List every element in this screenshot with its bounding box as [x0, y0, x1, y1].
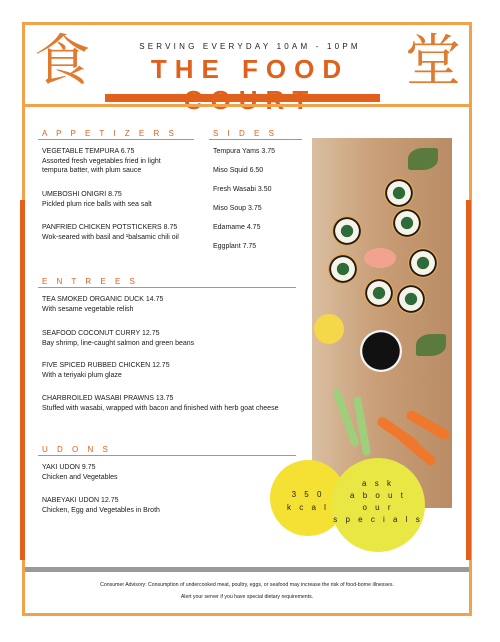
- leaf-garnish: [408, 148, 438, 170]
- menu-item: [42, 147, 161, 176]
- sushi-roll: [392, 208, 422, 238]
- menu-item: [42, 496, 160, 515]
- item-description: Stuffed with wasabi, wrapped with bacon and finished with herb goat cheese: [42, 404, 279, 412]
- item-title: YAKI UDON 9.75: [42, 464, 96, 471]
- sushi-roll: [384, 178, 414, 208]
- ginger-garnish: [364, 248, 396, 268]
- side-item: Miso Squid 6.50: [213, 167, 264, 174]
- item-title: SEAFOOD COCONUT CURRY 12.75: [42, 330, 160, 337]
- item-description: With a teriyaki plum glaze: [42, 371, 122, 379]
- leaf-garnish: [416, 334, 446, 356]
- item-title: VEGETABLE TEMPURA 6.75: [42, 148, 135, 155]
- entrees-rule: [38, 287, 296, 288]
- side-item: Eggplant 7.75: [213, 243, 257, 250]
- sushi-roll: [328, 254, 358, 284]
- item-description: Pickled plum rice balls with sea salt: [42, 200, 152, 208]
- lemon-slice: [314, 314, 344, 344]
- menu-item: [42, 329, 194, 348]
- celery-stick: [353, 396, 371, 456]
- page-title: THE FOOD: [150, 54, 350, 84]
- right-accent-bar: [466, 200, 471, 560]
- side-item: Edamame 4.75: [213, 224, 261, 231]
- calorie-unit: k c a l: [287, 503, 329, 512]
- sushi-roll: [408, 248, 438, 278]
- item-description: Chicken and Vegetables: [42, 473, 118, 481]
- item-title: CHARBROILED WASABI PRAWNS 13.75: [42, 395, 174, 402]
- header-divider: [25, 104, 469, 107]
- consumer-advisory: Consumer Advisory: Consumption of undercooked meat, poultry, eggs, or seafood may increase the risk of food-borne illnesses.: [100, 582, 394, 588]
- item-title: PANFRIED CHICKEN POTSTICKERS 8.75: [42, 224, 178, 231]
- item-title: UMEBOSHI ONIGRI 8.75: [42, 191, 122, 198]
- item-description: tempura batter, with plum sauce: [42, 167, 142, 174]
- specials-line: a b o u t: [350, 491, 406, 500]
- specials-line: s p e c i a l s: [333, 515, 423, 524]
- side-item: Miso Soup 3.75: [213, 205, 262, 212]
- menu-item: [42, 361, 170, 380]
- item-description: Bay shrimp, line-caught salmon and green beans: [42, 339, 195, 347]
- menu-item: [42, 190, 152, 209]
- side-item: Fresh Wasabi 3.50: [213, 186, 272, 193]
- item-description: With sesame vegetable relish: [42, 305, 134, 313]
- footer-divider: [25, 567, 469, 572]
- menu-item: [42, 295, 163, 314]
- sushi-photo: [312, 138, 452, 508]
- item-description: Chicken, Egg and Vegetables in Broth: [42, 506, 160, 514]
- sides-heading: S I D E S: [213, 129, 278, 138]
- specials-text: [331, 478, 425, 526]
- udons-heading: U D O N S: [42, 445, 112, 454]
- item-title: NABEYAKI UDON 12.75: [42, 497, 119, 504]
- sushi-roll: [332, 216, 362, 246]
- specials-line: a s k: [362, 479, 394, 488]
- menu-item: [42, 223, 179, 242]
- carrot-stick: [394, 429, 437, 468]
- appetizers-heading: A P P E T I Z E R S: [42, 129, 178, 138]
- item-description: Wok-seared with basil and ¹balsamic chili oil: [42, 233, 179, 241]
- appetizers-rule: [38, 139, 194, 140]
- dietary-notice: Alert your server if you have special dietary requirements.: [180, 594, 314, 600]
- item-title: TEA SMOKED ORGANIC DUCK 14.75: [42, 296, 164, 303]
- sushi-roll: [396, 284, 426, 314]
- item-title: FIVE SPICED RUBBED CHICKEN 12.75: [42, 362, 170, 369]
- menu-item: [42, 463, 118, 482]
- sushi-roll: [364, 278, 394, 308]
- kanji-left-logo: 食: [34, 29, 90, 94]
- serving-hours: SERVING EVERYDAY 10AM - 10PM: [139, 42, 361, 51]
- specials-line: o u r: [362, 503, 394, 512]
- header-accent-bar: [105, 94, 380, 102]
- sides-rule: [209, 139, 302, 140]
- kanji-right-logo: 堂: [405, 29, 461, 94]
- left-accent-bar: [20, 200, 25, 560]
- calorie-value: 3 5 0: [291, 490, 325, 499]
- entrees-heading: E N T R E E S: [42, 277, 139, 286]
- soy-sauce-bowl: [360, 330, 402, 372]
- side-item: Tempura Yams 3.75: [213, 148, 275, 155]
- udons-rule: [38, 455, 296, 456]
- item-description: Assorted fresh vegetables fried in light: [42, 157, 161, 165]
- menu-item: [42, 394, 278, 413]
